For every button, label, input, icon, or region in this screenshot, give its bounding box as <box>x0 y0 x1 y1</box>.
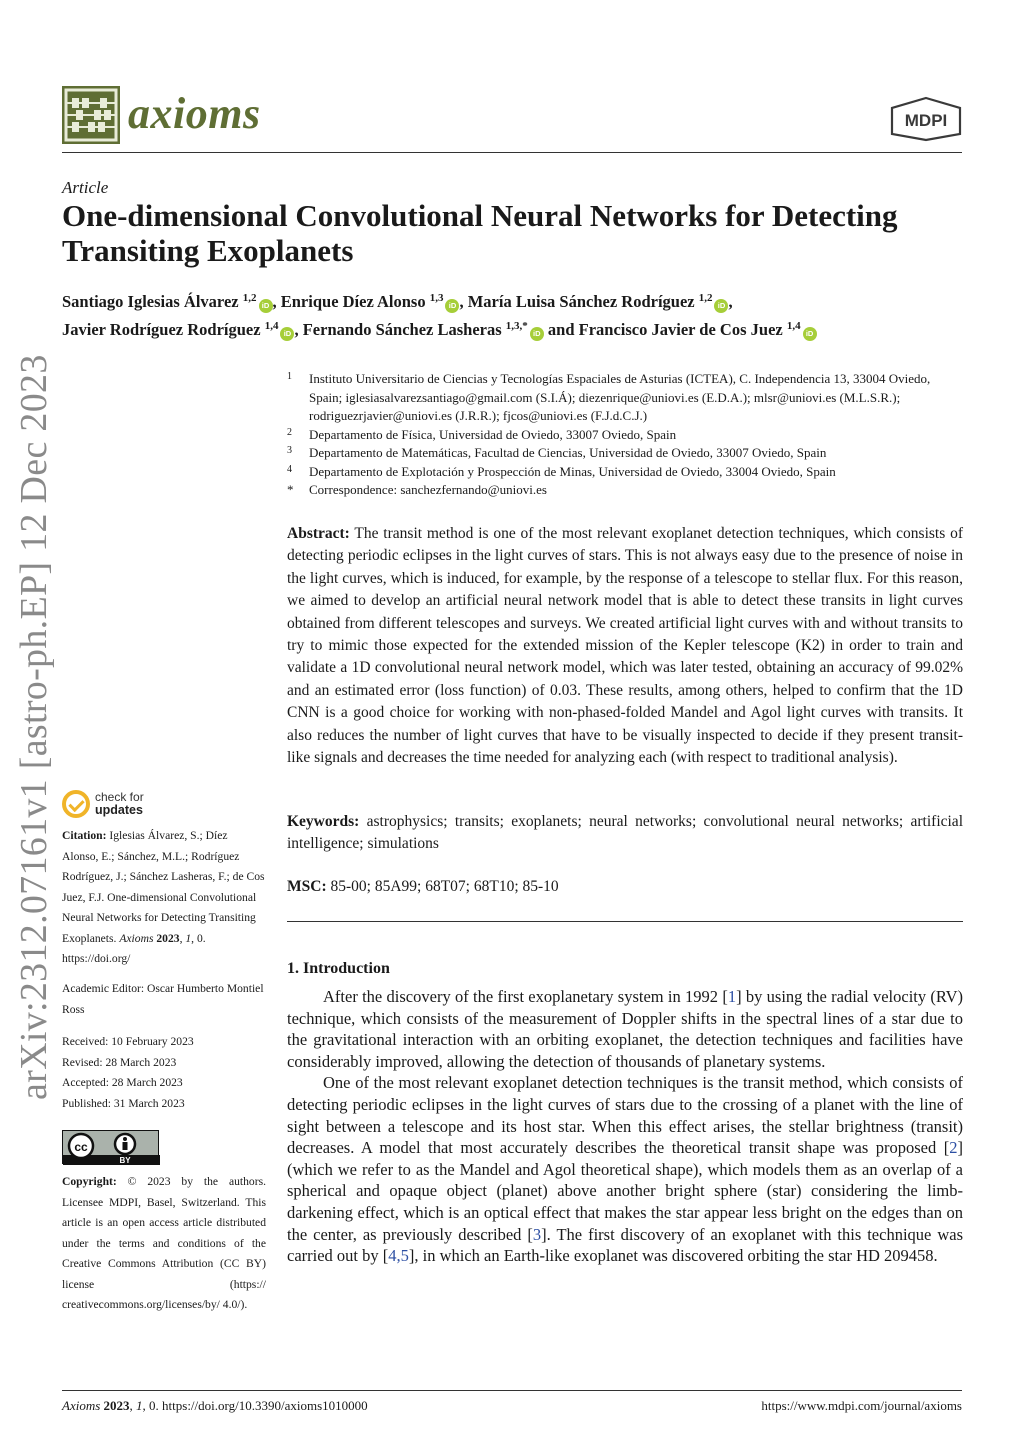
copyright-text: © 2023 by the authors. Licensee MDPI, Basel, Switzerland. This article is an open access article distributed under the terms and conditions of the Creative Commons Attribution (CC BY) license (https:// creativecommons.org/licenses/by/ 4.0/). <box>62 1175 266 1311</box>
section-heading: 1. Introduction <box>287 960 390 977</box>
author-separator: , <box>728 292 733 311</box>
journal-logo-icon <box>62 86 120 144</box>
orcid-icon[interactable]: iD <box>445 299 459 313</box>
citation-link[interactable]: 3 <box>532 1224 542 1244</box>
orcid-icon[interactable]: iD <box>280 327 294 341</box>
check-updates-line1: check for <box>95 790 144 804</box>
date-published: Published: 31 March 2023 <box>62 1096 185 1110</box>
mdpi-logo-icon <box>888 96 964 142</box>
author-affil: 1,3,* <box>505 320 528 332</box>
author-name: Santiago Iglesias Álvarez <box>62 292 239 311</box>
affiliation-item <box>287 370 963 426</box>
paragraph-text: ], in which an Earth-like exoplanet was discovered orbiting the star HD 209458. <box>408 1246 938 1266</box>
affiliation-text: Departamento de Explotación y Prospección de Minas, Universidad de Oviedo, 33004 Oviedo, Spain <box>309 463 836 479</box>
msc-label: MSC: <box>287 878 327 895</box>
orcid-icon[interactable]: iD <box>259 299 273 313</box>
publisher-name: MDPI <box>904 111 948 130</box>
author-name: María Luisa Sánchez Rodríguez <box>467 292 695 311</box>
keywords <box>287 811 963 856</box>
author-separator: , <box>294 320 303 339</box>
affiliation-mark: 3 <box>287 445 292 456</box>
academic-editor: Academic Editor: Oscar Humberto Montiel Ross <box>62 982 264 1016</box>
footer-citation: Axioms 2023, 1, 0. https://doi.org/10.3390/axioms1010000 <box>62 1398 368 1413</box>
author-name: Javier Rodríguez Rodríguez <box>62 320 261 339</box>
cc-badge-label: BY <box>119 1156 131 1165</box>
header-divider <box>62 152 962 153</box>
orcid-icon[interactable]: iD <box>530 327 544 341</box>
affiliation-mark: * <box>287 482 294 497</box>
affiliation-item <box>287 426 963 445</box>
paragraph-text: One of the most relevant exoplanet detection techniques is the transit method, which consists of detecting periodic eclipses in the light curves of stars due to the crossing of a planet with the line of sight between a telescope and its host star. When this effect arises, the stellar brightness (transit) decreases. A model that most accurately describes the theoretical transit shape was proposed [ <box>287 1073 963 1158</box>
orcid-icon[interactable]: iD <box>714 299 728 313</box>
author-separator: , <box>459 292 468 311</box>
publication-dates <box>62 1032 266 1114</box>
paragraph-text: ] (which we refer to as the Mandel and Agol theoretical shape), which models them as an overlap of a spherical and opaque object (planet) above another bright sphere (star) considering the limb-darkening effect, which is an optical effect that makes the star appear less bright on the edges than on the center, as previously described [ <box>287 1138 963 1244</box>
citation-link[interactable]: 2 <box>949 1138 958 1158</box>
citation-text: Iglesias Álvarez, S.; Díez Alonso, E.; Sánchez, M.L.; Rodríguez Rodríguez, J.; Sánchez Lasheras, F.; de Cos Juez, F.J. One-dimensional Convolutional Neural Networks for Detecting Transiting Exoplanets. <box>62 829 265 945</box>
section-divider <box>287 921 963 922</box>
author-affil: 1,2 <box>242 292 257 304</box>
footer-divider <box>62 1390 962 1391</box>
footer-year: 2023 <box>103 1398 130 1413</box>
introduction-body <box>287 986 963 1267</box>
correspondence-text: Correspondence: sanchezfernando@uniovi.es <box>309 482 547 497</box>
affiliation-mark: 1 <box>287 371 292 382</box>
affiliation-text: Instituto Universitario de Ciencias y Tecnologías Espaciales de Asturias (ICTEA), C. Independencia 13, 33004 Oviedo, Spain; iglesiasalvarezsantiago@gmail.com (S.I.Á); diezenrique@uniovi.es (E.D.A.); mlsr@uniovi.es (M.L.S.R.); rodriguezrjavier@uniovi.es (J.R.R.); fjcos@uniovi.es (F.J.d.C.J.) <box>309 371 931 423</box>
keywords-text: astrophysics; transits; exoplanets; neural networks; convolutional neural networks; artificial intelligence; simulations <box>287 813 963 853</box>
msc <box>287 876 963 898</box>
article-type: Article <box>62 178 109 197</box>
footer-url[interactable]: https://www.mdpi.com/journal/axioms <box>761 1398 962 1413</box>
author-affil: 1,4 <box>264 320 279 332</box>
date-received: Received: 10 February 2023 <box>62 1035 194 1048</box>
affiliation-item <box>287 463 963 482</box>
abstract-label: Abstract: <box>287 525 350 542</box>
msc-text: 85-00; 85A99; 68T07; 68T10; 85-10 <box>330 878 559 895</box>
paragraph-text: ] by using the radial velocity (RV) technique, which consists of the measurement of Doppler shifts in the spectral lines of a star due to the gravitational interaction with an orbiting exoplanet, the detection techniques and facilities have considerably improved, allowing the detection of thousands of planetary systems. <box>287 987 963 1071</box>
journal-name: axioms <box>128 89 261 138</box>
citation-pages: , 0. https://doi.org/ <box>62 931 206 965</box>
affiliation-item <box>287 444 963 463</box>
check-updates-icon <box>62 790 90 818</box>
author-list <box>62 286 962 342</box>
affiliation-text: Departamento de Matemáticas, Facultad de Ciencias, Universidad de Oviedo, 33007 Oviedo, Spain <box>309 445 827 460</box>
orcid-icon[interactable]: iD <box>803 327 817 341</box>
footer-volume: 1 <box>136 1398 143 1413</box>
keywords-label: Keywords: <box>287 813 360 830</box>
author-name: Enrique Díez Alonso <box>280 292 426 311</box>
copyright-label: Copyright: <box>62 1175 117 1188</box>
affiliation-mark: 2 <box>287 426 292 438</box>
author-affil: 1,2 <box>698 292 713 304</box>
author-name: Francisco Javier de Cos Juez <box>578 320 783 339</box>
copyright-block <box>62 1172 266 1316</box>
citation-link[interactable]: 4,5 <box>388 1246 409 1266</box>
citation-volume: 1 <box>185 931 192 945</box>
affiliation-mark: 4 <box>287 463 292 475</box>
citation-year: 2023 <box>156 931 180 945</box>
check-for-updates-button[interactable] <box>62 790 144 818</box>
citation-link[interactable]: 1 <box>727 987 737 1006</box>
author-affil: 1,3 <box>429 292 444 304</box>
affiliation-text: Departamento de Física, Universidad de Oviedo, 33007 Oviedo, Spain <box>309 426 677 442</box>
paper-title: One-dimensional Convolutional Neural Networks for Detecting Transiting Exoplanets <box>62 198 898 268</box>
footer-doi[interactable]: , 0. https://doi.org/10.3390/axioms1010000 <box>142 1398 368 1413</box>
affiliations <box>287 370 963 500</box>
paragraph <box>287 1072 963 1266</box>
author-affil: 1,4 <box>786 320 801 332</box>
author-separator: , <box>272 292 281 311</box>
correspondence <box>287 481 963 500</box>
date-revised: Revised: 28 March 2023 <box>62 1055 177 1069</box>
date-accepted: Accepted: 28 March 2023 <box>62 1076 183 1089</box>
arxiv-identifier: arXiv:2312.07161v1 [astro-ph.EP] 12 Dec 2023 <box>13 354 55 1100</box>
citation-label: Citation: <box>62 829 107 842</box>
abstract <box>287 523 963 769</box>
author-separator: and <box>543 320 579 339</box>
paragraph-text: After the discovery of the first exoplanetary system in 1992 [ <box>323 987 728 1006</box>
paragraph <box>287 986 963 1072</box>
check-updates-line2: updates <box>95 803 143 817</box>
abstract-text: The transit method is one of the most relevant exoplanet detection techniques, which consists of detecting periodic eclipses in the light curves of stars. This is not always easy due to the presence of noise in the light curves, which is induced, for example, by the response of a telescope to stellar flux. For this reason, we aimed to develop an artificial neural network model that is able to detect these transits in light curves obtained from different telescopes and surveys. We created artificial light curves with and without transits to try to mimic those expected for the extended mission of the Kepler telescope (K2) in order to train and validate a 1D convolutional neural network model, which was later tested, obtaining an accuracy of 99.02% and an estimated error (loss function) of 0.03. These results, among others, helped to confirm that the 1D CNN is a good choice for working with non-phased-folded Mandel and Agol light curves with transits. It also reduces the number of light curves that have to be visually inspected to decide if they present transit-like signals and decreases the time needed for analyzing each (with respect to traditional analysis). <box>287 525 963 767</box>
cc-by-license-icon[interactable] <box>62 1130 159 1164</box>
citation-journal: Axioms <box>119 931 154 945</box>
author-name: Fernando Sánchez Lasheras <box>302 320 502 339</box>
footer-journal: Axioms <box>62 1398 101 1413</box>
paragraph-text: ]. The first discovery of an exoplanet with this technique was carried out by [ <box>287 1224 963 1266</box>
citation-block: Citation: Iglesias Álvarez, S.; Díez Alonso, E.; Sánchez, M.L.; Rodríguez Rodríguez, J.; Sánchez Lasheras, F.; de Cos Juez, F.J. One-dimensional Convolutional Neural Networks for Detecting Transiting Exoplanets. Axioms 2023, 1, 0. https://doi.org/ <box>62 829 265 965</box>
svg-text:cc: cc <box>74 1140 88 1154</box>
